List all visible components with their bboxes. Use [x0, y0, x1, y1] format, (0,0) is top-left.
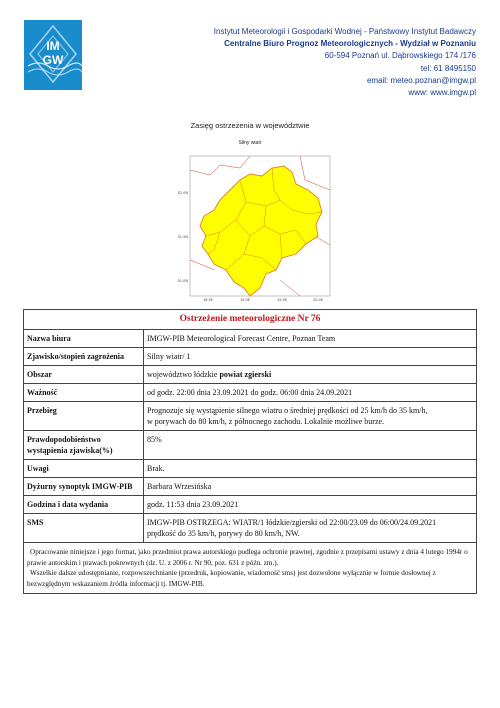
voivodeship-map: [177, 150, 340, 305]
table-row: [24, 402, 477, 431]
table-row: [24, 514, 477, 543]
row-value: od godz. 22:00 dnia 23.09.2021 do godz. 06:00 dnia 24.09.2021: [144, 384, 477, 402]
row-label: SMS: [24, 514, 144, 543]
sms-line: prędkość do 35 km/h, porywy do 80 km/h, NW.: [147, 529, 300, 538]
area-voivodeship: województwo łódzkie: [147, 370, 220, 379]
copyright-paragraph: Opracowanie niniejsze i jego format, jako przedmiot prawa autorskiego podlega ochronie prawnej, zgodnie z przepisami ustawy z dnia 4 lutego 1994r o prawie autorskim i prawach pokrewnych (dz. U. z 2006 r. Nr 90, poz. 631 z późn. zm.).: [27, 548, 468, 567]
table-row: [24, 330, 477, 348]
row-label: Zjawisko/stopień zagrożenia: [24, 348, 144, 366]
row-label: Ważność: [24, 384, 144, 402]
warning-title: Ostrzeżenie meteorologiczne Nr 76: [24, 310, 477, 330]
table-row: [24, 384, 477, 402]
office-name: Centralne Biuro Prognoz Meteorologicznych - Wydział w Poznaniu: [224, 39, 476, 49]
course-line: w porywach do 80 km/h, z północnego zachodu. Lokalnie możliwe burze.: [147, 417, 385, 426]
svg-text:GW: GW: [42, 53, 64, 67]
row-value: Silny wiatr/ 1: [144, 348, 477, 366]
address: 60-594 Poznań ul. Dąbrowskiego 174 /176: [324, 51, 476, 61]
course-line: Prognozuje się wystąpienie silnego wiatru o średniej prędkości od 25 km/h do 35 km/h,: [147, 406, 428, 415]
distribution-paragraph: Wszelkie dalsze udostępnianie, rozpowszechnianie (przedruk, kopiowanie, wiadomość sms) jest dozwolone wyłącznie w formie dosłownej z bezwzględnym wskazaniem źródła informacji tj. IMGW-PIB.: [27, 569, 436, 588]
y-tick-label: 52.0N: [177, 191, 188, 195]
x-tick-label: 18.5E: [202, 298, 214, 302]
map-title: Zasięg ostrzeżenia w województwie: [190, 121, 310, 130]
row-value: godz. 11:53 dnia 23.09.2021: [144, 496, 477, 514]
row-value: [144, 514, 477, 543]
institute-name: Instytut Meteorologii i Gospodarki Wodnej - Państwowy Instytut Badawczy: [213, 27, 476, 36]
email-link[interactable]: email: meteo.poznan@imgw.pl: [366, 75, 476, 85]
row-value: [144, 402, 477, 431]
warning-table: [23, 309, 477, 594]
row-label: Nazwa biura: [24, 330, 144, 348]
imgw-logo: [24, 20, 82, 90]
y-tick-label: 51.5N: [177, 235, 188, 239]
row-value: [144, 366, 477, 384]
table-row: [24, 366, 477, 384]
institute-header: [146, 26, 476, 99]
row-label: Uwagi: [24, 460, 144, 478]
row-label: Godzina i data wydania: [24, 496, 144, 514]
copyright-footer: [24, 543, 477, 594]
table-row: [24, 348, 477, 366]
row-label: Przebieg: [24, 402, 144, 431]
sms-line: IMGW-PIB OSTRZEGA: WIATR/1 łódzkie/zgierski od 22:00/23.09 do 06:00/24.09.2021: [147, 518, 437, 527]
x-tick-label: 19.0E: [239, 298, 251, 302]
row-value: Barbara Wrzesińska: [144, 478, 477, 496]
row-value: IMGW-PIB Meteorological Forecast Centre, Poznan Team: [144, 330, 477, 348]
table-row: [24, 478, 477, 496]
row-label: Dyżurny synoptyk IMGW-PIB: [24, 478, 144, 496]
row-label: Prawdopodobieństwo wystąpienia zjawiska(%): [24, 431, 144, 460]
phone: tel: 61 8495150: [420, 63, 476, 73]
row-label: Obszar: [24, 366, 144, 384]
table-row: [24, 496, 477, 514]
x-tick-label: 19.5E: [276, 298, 288, 302]
map-subtitle: Silny wiatr: [238, 140, 262, 146]
area-county: powiat zgierski: [219, 370, 272, 379]
table-row: [24, 431, 477, 460]
table-row: [24, 460, 477, 478]
x-tick-label: 20.0E: [312, 298, 324, 302]
row-value: Brak.: [144, 460, 477, 478]
y-tick-label: 51.0N: [177, 279, 188, 283]
row-value: 85%: [144, 431, 477, 460]
website-link[interactable]: www: www.imgw.pl: [408, 88, 476, 98]
svg-text:IM: IM: [46, 39, 60, 53]
